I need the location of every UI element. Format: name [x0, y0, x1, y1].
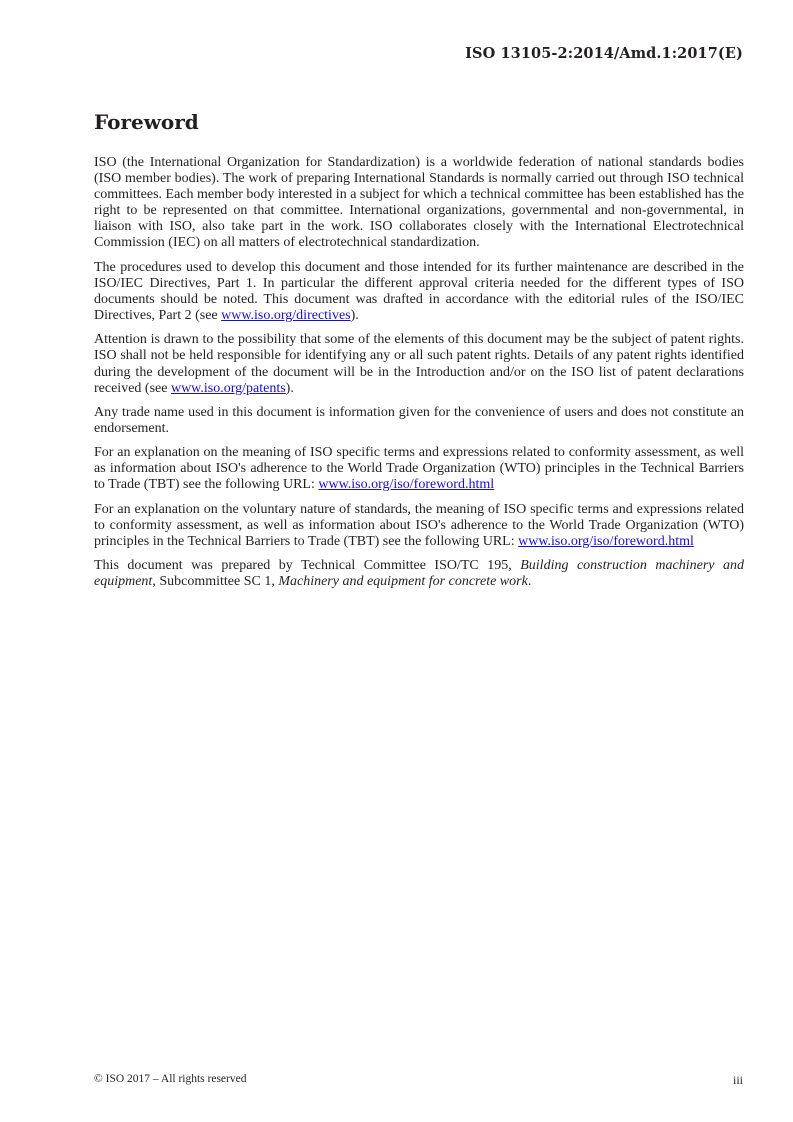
paragraph-text: , Subcommittee SC 1,	[152, 574, 279, 590]
paragraph-iso-intro: ISO (the International Organization for Standardization) is a worldwide federation of national standards bodies (ISO member bodies). The work of preparing International Standards is normally carried out through ISO technical committees. Each member body interested in a subject for which a technical committee has been established has the right to be represented on that committee. International organizations, governmental and non-governmental, in liaison with ISO, also take part in the work. ISO collaborates closely with the International Electrotechnical Commission (IEC) on all matters of electrotechnical standardization.	[94, 155, 744, 251]
foreword-link[interactable]: www.iso.org/iso/foreword.html	[318, 477, 495, 493]
paragraph-text: .	[527, 574, 532, 590]
paragraph-voluntary	[94, 502, 744, 550]
patents-link[interactable]: www.iso.org/patents	[170, 380, 286, 396]
paragraph-conformity	[94, 445, 744, 493]
directives-link[interactable]: www.iso.org/directives	[221, 308, 351, 324]
document-reference: ISO 13105-2:2014/Amd.1:2017(E)	[465, 45, 743, 62]
subcommittee-title: Machinery and equipment for concrete work	[278, 574, 528, 590]
paragraph-text: This document was prepared by Technical Committee ISO/TC 195,	[94, 558, 521, 574]
page-number: iii	[732, 1073, 743, 1087]
copyright-notice: © ISO 2017 – All rights reserved	[94, 1073, 247, 1085]
page-title: Foreword	[94, 110, 199, 134]
paragraph-text: ).	[285, 380, 294, 396]
paragraph-procedures	[94, 260, 744, 324]
committee-title: Building construction machinery and equipment	[94, 558, 744, 590]
paragraph-text: The procedures used to develop this document and those intended for its further maintenance are described in the ISO/IEC Directives, Part 1. In particular the different approval criteria needed for the different types of ISO documents should be noted. This document was drafted in accordance with the editorial rules of the ISO/IEC Directives, Part 2 (see	[94, 259, 744, 324]
paragraph-text: For an explanation on the voluntary nature of standards, the meaning of ISO specific terms and expressions related to conformity assessment, as well as information about ISO's adherence to the World Trade Organization (WTO) principles in the Technical Barriers to Trade (TBT) see the following URL:	[94, 501, 744, 549]
paragraph-text: For an explanation on the meaning of ISO specific terms and expressions related to conformity assessment, as well as information about ISO's adherence to the World Trade Organization (WTO) principles in the Technical Barriers to Trade (TBT) see the following URL:	[94, 445, 744, 493]
paragraph-text: ).	[350, 308, 359, 324]
paragraph-patents	[94, 332, 744, 396]
paragraph-committee	[94, 558, 744, 590]
paragraph-text: Attention is drawn to the possibility that some of the elements of this document may be the subject of patent rights. ISO shall not be held responsible for identifying any or all such patent rights. Details of any patent rights identified during the development of the document will be in the Introduction and/or on the ISO list of patent declarations received (see	[94, 332, 744, 396]
foreword-body	[94, 155, 744, 599]
foreword-link-2[interactable]: www.iso.org/iso/foreword.html	[518, 533, 694, 549]
paragraph-trade-name: Any trade name used in this document is information given for the convenience of users and does not constitute an endorsement.	[94, 404, 744, 436]
